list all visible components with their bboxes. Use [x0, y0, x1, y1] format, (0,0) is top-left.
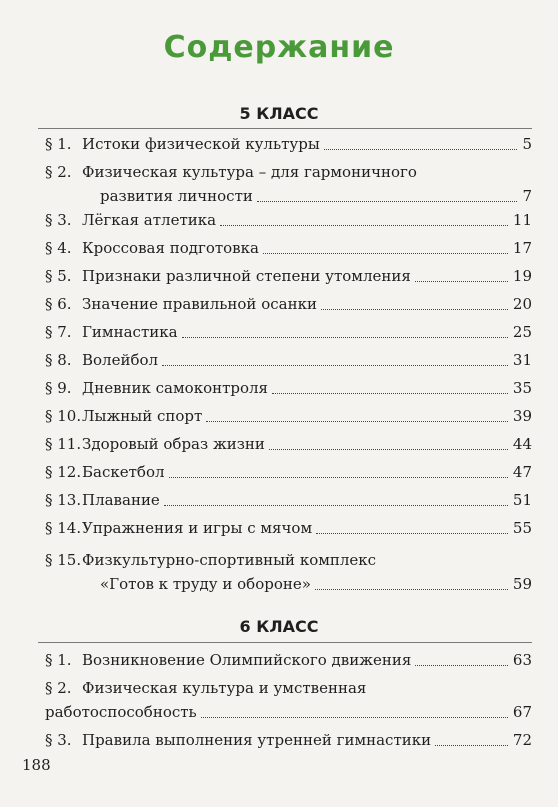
entry-title: Значение правильной осанки — [82, 295, 317, 313]
entry-title: Физкультурно-спортивный комплекс — [82, 551, 377, 569]
paragraph-number: § 7. — [45, 323, 72, 341]
entry-title: «Готов к труду и обороне» — [100, 575, 311, 593]
section-heading: 5 КЛАСС — [239, 104, 319, 123]
entry-title: Плавание — [82, 491, 160, 509]
page-number: 188 — [22, 756, 51, 774]
toc-entry — [45, 294, 532, 318]
entry-title: Дневник самоконтроля — [82, 379, 269, 397]
dot-leader — [220, 225, 508, 226]
paragraph-number: § 4. — [45, 239, 72, 257]
dot-leader — [263, 253, 508, 254]
section-divider — [38, 642, 532, 643]
toc-entry — [45, 730, 532, 754]
dot-leader — [272, 393, 508, 394]
paragraph-number: § 3. — [45, 211, 72, 229]
page-ref: 17 — [512, 239, 532, 257]
entry-title: Лёгкая атлетика — [82, 211, 217, 229]
page-ref: 35 — [512, 379, 532, 397]
dot-leader — [415, 281, 508, 282]
dot-leader — [316, 533, 508, 534]
paragraph-number: § 10. — [45, 407, 82, 425]
entry-title: Кроссовая подготовка — [82, 239, 259, 257]
toc-entry — [45, 490, 532, 514]
entry-title: Гимнастика — [82, 323, 178, 341]
toc-entry — [45, 434, 532, 458]
page-ref: 7 — [522, 187, 532, 205]
section-heading: 6 КЛАСС — [239, 617, 319, 636]
toc-entry — [45, 650, 532, 674]
paragraph-number: § 2. — [45, 163, 72, 181]
entry-title: развития личности — [100, 187, 253, 205]
entry-title: работоспособность — [45, 703, 197, 721]
page-ref: 5 — [522, 135, 532, 153]
paragraph-number: § 1. — [45, 651, 72, 669]
paragraph-number: § 12. — [45, 463, 82, 481]
entry-title: Возникновение Олимпийского движения — [82, 651, 412, 669]
entry-title: Баскетбол — [82, 463, 165, 481]
dot-leader — [206, 421, 508, 422]
toc-entry — [45, 406, 532, 430]
paragraph-number: § 11. — [45, 435, 82, 453]
toc-entry — [45, 550, 532, 598]
page-ref: 25 — [512, 323, 532, 341]
dot-leader — [164, 505, 508, 506]
page-ref: 55 — [512, 519, 532, 537]
paragraph-number: § 13. — [45, 491, 82, 509]
paragraph-number: § 5. — [45, 267, 72, 285]
toc-entry — [45, 378, 532, 402]
page-ref: 67 — [512, 703, 532, 721]
toc-entry — [45, 238, 532, 262]
toc-entry — [45, 518, 532, 542]
paragraph-number: § 2. — [45, 679, 72, 697]
page-ref: 39 — [512, 407, 532, 425]
page-ref: 59 — [512, 575, 532, 593]
page-ref: 11 — [512, 211, 532, 229]
entry-title: Физическая культура – для гармоничного — [82, 163, 417, 181]
entry-title: Лыжный спорт — [82, 407, 203, 425]
paragraph-number: § 14. — [45, 519, 82, 537]
toc-entry — [45, 322, 532, 346]
page-ref: 63 — [512, 651, 532, 669]
paragraph-number: § 9. — [45, 379, 72, 397]
dot-leader — [162, 365, 508, 366]
paragraph-number: § 3. — [45, 731, 72, 749]
paragraph-number: § 6. — [45, 295, 72, 313]
page-ref: 31 — [512, 351, 532, 369]
dot-leader — [257, 201, 518, 202]
page-ref: 51 — [512, 491, 532, 509]
dot-leader — [269, 449, 508, 450]
toc-entry — [45, 210, 532, 234]
toc-entry — [45, 462, 532, 486]
dot-leader — [435, 745, 508, 746]
dot-leader — [315, 589, 508, 590]
page-ref: 72 — [512, 731, 532, 749]
page-ref: 19 — [512, 267, 532, 285]
dot-leader — [415, 665, 508, 666]
toc-entry — [45, 350, 532, 374]
section-divider — [38, 128, 532, 129]
entry-title: Упражнения и игры с мячом — [82, 519, 313, 537]
page-title: Содержание — [163, 30, 395, 65]
dot-leader — [182, 337, 508, 338]
entry-title: Физическая культура и умственная — [82, 679, 367, 697]
page-ref: 47 — [512, 463, 532, 481]
entry-title: Здоровый образ жизни — [82, 435, 265, 453]
dot-leader — [324, 149, 518, 150]
entry-title: Истоки физической культуры — [82, 135, 320, 153]
dot-leader — [321, 309, 508, 310]
entry-title: Волейбол — [82, 351, 159, 369]
toc-entry — [45, 266, 532, 290]
toc-entry — [45, 134, 532, 158]
paragraph-number: § 8. — [45, 351, 72, 369]
entry-title: Правила выполнения утренней гимнастики — [82, 731, 432, 749]
toc-entry — [45, 678, 532, 726]
page-ref: 44 — [512, 435, 532, 453]
dot-leader — [169, 477, 508, 478]
paragraph-number: § 1. — [45, 135, 72, 153]
entry-title: Признаки различной степени утомления — [82, 267, 411, 285]
dot-leader — [201, 717, 508, 718]
paragraph-number: § 15. — [45, 551, 82, 569]
page-ref: 20 — [512, 295, 532, 313]
toc-entry — [45, 162, 532, 210]
